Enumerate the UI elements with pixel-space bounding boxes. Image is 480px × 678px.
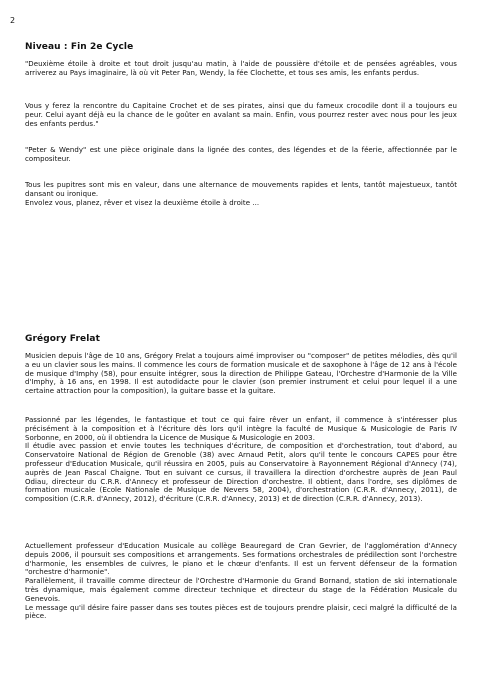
instruments-paragraph [25,181,457,207]
biography-paragraph-1: Musicien depuis l'âge de 10 ans, Grégory Frelat a toujours aimé improviser ou "composer" de petites mélodies, dès qu'il a eu un clavier sous les mains. Il commence les cours de formation musicale et de saxophone à l'âge de 12 ans à l'école de musique d'Imphy (58), pour ensuite intégrer, sous la direction de Philippe Gateau, l'Orchestre d'Harmonie de la Ville d'Imphy, à 16 ans, en 1998. Il est autodidacte pour le clavier (son premier instrument et celui pour lequel il a une certaine attraction pour la composition), la guitare basse et la guitare. [25,352,457,396]
biography-paragraph-2b: Il étudie avec passion et envie toutes les techniques d'écriture, de composition et d'orchestration, tout d'abord, au Conservatoire National de Région de Grenoble (38) avec Arnaud Petit, alors qu'il tente le concours CAPES pour être professeur d'Education Musicale, qu'il réussira en 2005, puis au Conservatoire à Rayonnement Régional d'Annecy (74), auprès de Jean Pascal Chaigne. Tout en suivant ce cursus, il travaillera la direction d'orchestre auprès de Jean Paul Odiau, directeur du C.R.R. d'Annecy et professeur de Direction d'orchestre. Il obtient, dans l'ordre, ses diplômes de formation musicale (Ecole Nationale de Musique de Nevers 58, 2004), d'orchestration (C.R.R. d'Annecy, 2011), de composition (C.R.R. d'Annecy, 2012), d'écriture (C.R.R. d'Annecy, 2013) et de direction (C.R.R. d'Annecy, 2013). [25,442,457,504]
section-heading-composer: Grégory Frelat [25,334,100,344]
biography-paragraph-2a: Passionné par les légendes, le fantastique et tout ce qui faire rêver un enfant, il commence à s'intéresser plus précisément à la composition et à l'écriture dès lors qu'il intègre la faculté de Musique & Musicologie de Paris IV Sorbonne, en 2000, où il obtiendra la Licence de Musique & Musicologie en 2003. [25,416,457,442]
biography-paragraph-2 [25,416,457,504]
intro-paragraph: "Deuxième étoile à droite et tout droit jusqu'au matin, à l'aide de poussière d'étoile et de pensées agréables, vous arriverez au Pays imaginaire, là où vit Peter Pan, Wendy, la fée Clochette, et tous ses amis, les enfants perdus. [25,60,457,77]
closing-line: Envolez vous, planez, rêver et visez la deuxième étoile à droite ... [25,198,260,207]
piece-description-paragraph: "Peter & Wendy" est une pièce originale dans la lignée des contes, des légendes et de la féerie, affectionnée par le compositeur. [25,146,457,163]
biography-paragraph-3c: Le message qu'il désire faire passer dans ses toutes pièces est de toujours prendre plaisir, ceci malgré la difficulté de la pièce. [25,603,457,621]
biography-paragraph-3a: Actuellement professeur d'Education Musicale au collège Beauregard de Cran Gevrier, de l'agglomération d'Annecy depuis 2006, il poursuit ses compositions et arrangements. Ses formations orchestrales de prédilection sont l'orchestre d'harmonie, les ensembles de cuivres, le piano et le chœur d'enfants. Il est un fervent défenseur de la formation "orchestre d'harmonie". [25,542,457,577]
biography-paragraph-3 [25,542,457,621]
instruments-text: Tous les pupitres sont mis en valeur, dans une alternance de mouvements rapides et lents, tantôt majestueux, tantôt dansant ou ironique. [25,181,457,198]
biography-paragraph-3b: Parallèlement, il travaille comme directeur de l'Orchestre d'Harmonie du Grand Bornand, station de ski internationale très dynamique, mais également comme directeur technique et directeur du stage de la Fédération Musicale du Genevois. [25,577,457,603]
section-heading-level: Niveau : Fin 2e Cycle [25,42,134,52]
pirates-paragraph: Vous y ferez la rencontre du Capitaine Crochet et de ses pirates, ainsi que du fameux crocodile dont il a toujours eu peur. Celui ayant déjà eu la chance de le goûter en avalant sa main. Enfin, vous pourrez rester avec nous pour les jeux des enfants perdus." [25,102,457,128]
page-number: 2 [10,16,16,25]
